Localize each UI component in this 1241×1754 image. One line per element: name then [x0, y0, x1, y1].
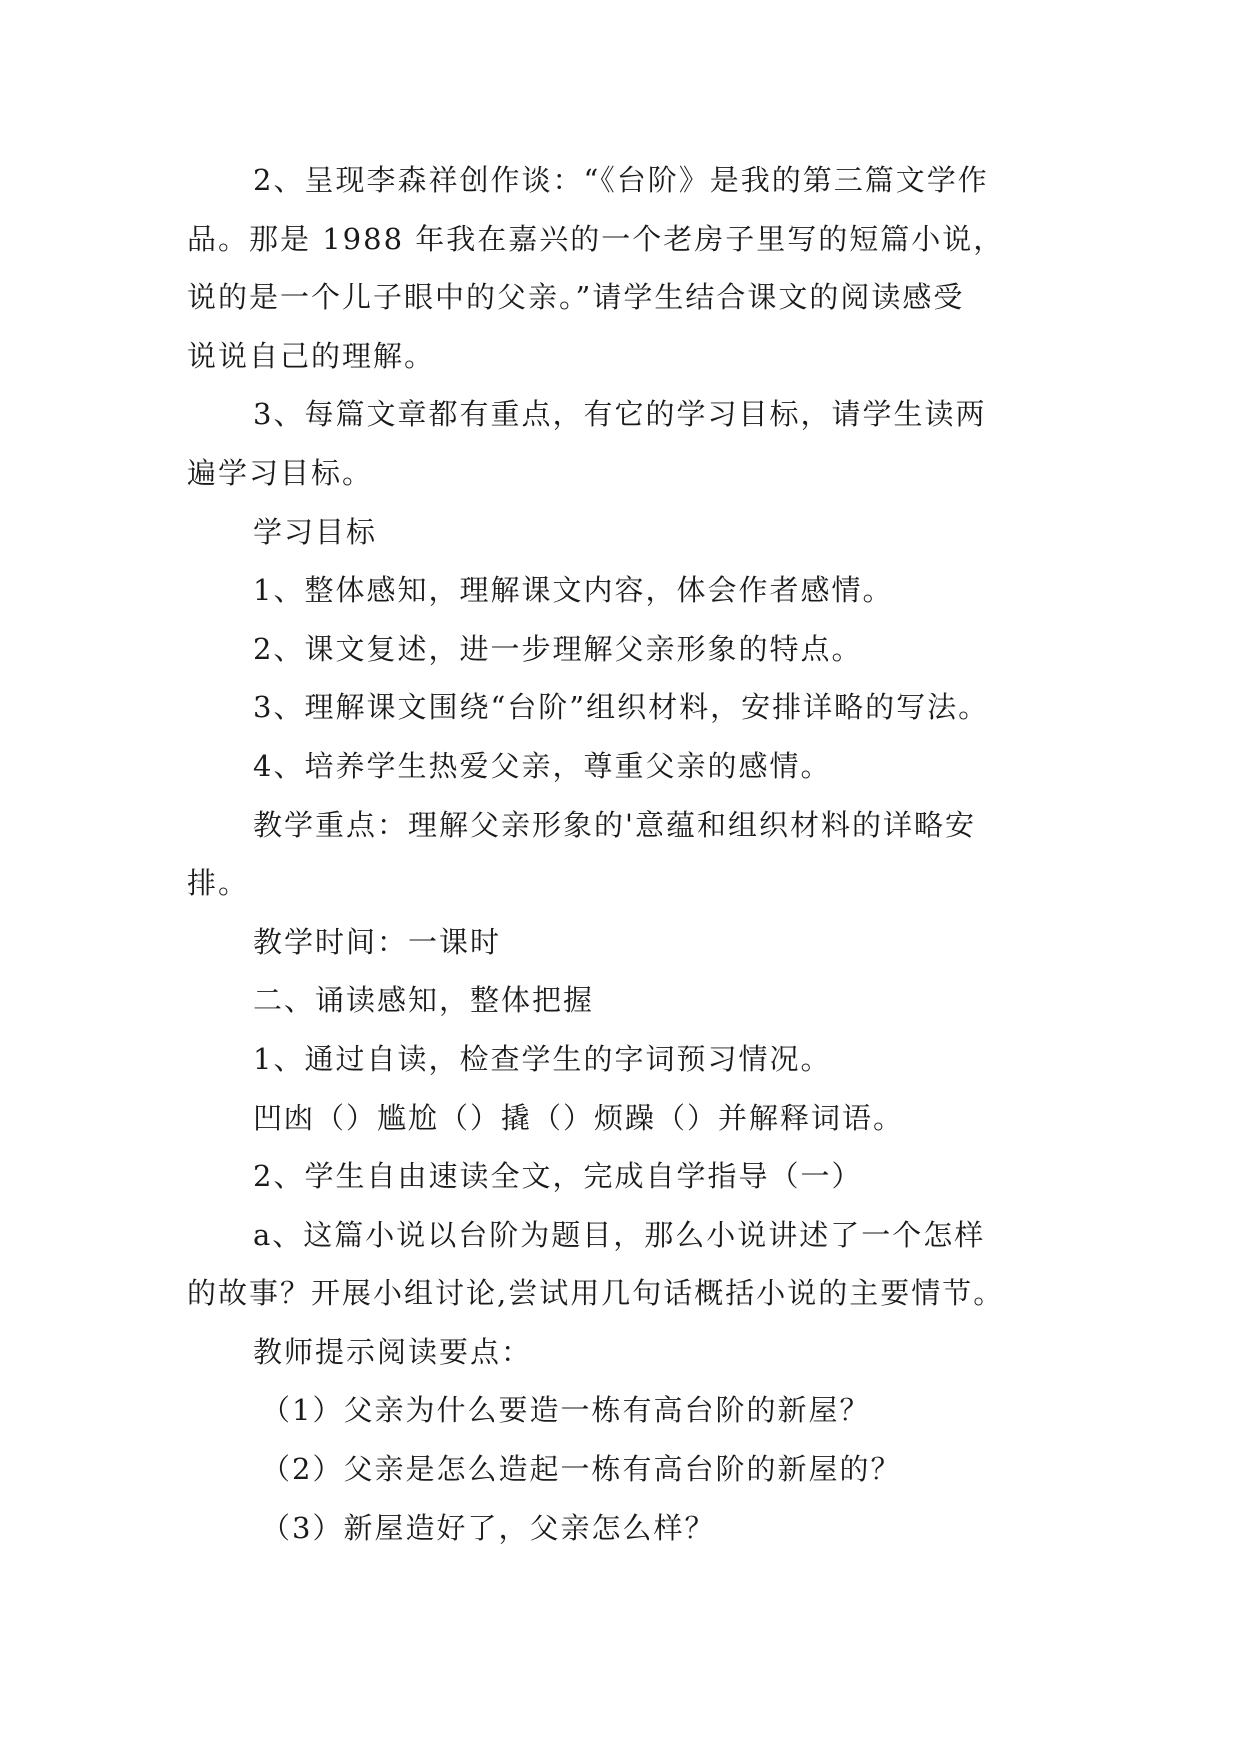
section-heading: 二、诵读感知，整体把握 — [253, 983, 595, 1018]
goal-item: 1、整体感知，理解课文内容，体会作者感情。 — [253, 573, 894, 608]
paragraph-line: 1、通过自读，检查学生的字词预习情况。 — [253, 1041, 832, 1076]
reading-point-item: （2）父亲是怎么造起一栋有高台阶的新屋的？ — [261, 1452, 902, 1487]
paragraph-line: 凹凼（）尴尬（）撬（）烦躁（）并解释词语。 — [253, 1100, 905, 1135]
goal-item: 4、培养学生热爱父亲，尊重父亲的感情。 — [253, 748, 832, 783]
paragraph-line: 2、学生自由速读全文，完成自学指导（一） — [253, 1159, 863, 1194]
paragraph-line: 教学时间：一课时 — [253, 924, 502, 959]
goal-item: 3、理解课文围绕“台阶”组织材料，安排详略的写法。 — [253, 690, 990, 725]
paragraph-line: 排。 — [187, 866, 250, 901]
paragraph-line: 3、每篇文章都有重点，有它的学习目标，请学生读两 — [253, 397, 987, 432]
paragraph-line: 2、呈现李森祥创作谈：“《台阶》是我的第三篇文学作 — [253, 163, 989, 197]
paragraph-line: 说的是一个儿子眼中的父亲。”请学生结合课文的阅读感受 — [187, 280, 965, 315]
reading-point-item: （3）新屋造好了，父亲怎么样？ — [261, 1510, 716, 1545]
paragraph-line: 的故事？开展小组讨论,尝试用几句话概括小说的主要情节。 — [187, 1276, 1005, 1311]
paragraph-line: 说说自己的理解。 — [187, 338, 436, 373]
paragraph-line: 遍学习目标。 — [187, 455, 374, 490]
paragraph-line: 品。那是 1988 年我在嘉兴的一个老房子里写的短篇小说， — [187, 221, 1005, 256]
reading-point-item: （1）父亲为什么要造一栋有高台阶的新屋？ — [261, 1393, 871, 1428]
document-body — [187, 160, 1067, 1566]
goal-item: 2、课文复述，进一步理解父亲形象的特点。 — [253, 631, 863, 666]
paragraph-line: a、这篇小说以台阶为题目，那么小说讲述了一个怎样 — [253, 1217, 986, 1252]
paragraph-line: 教师提示阅读要点： — [253, 1334, 533, 1369]
section-heading: 学习目标 — [253, 514, 378, 549]
paragraph-line: 教学重点：理解父亲形象的'意蕴和组织材料的详略安 — [253, 807, 976, 842]
